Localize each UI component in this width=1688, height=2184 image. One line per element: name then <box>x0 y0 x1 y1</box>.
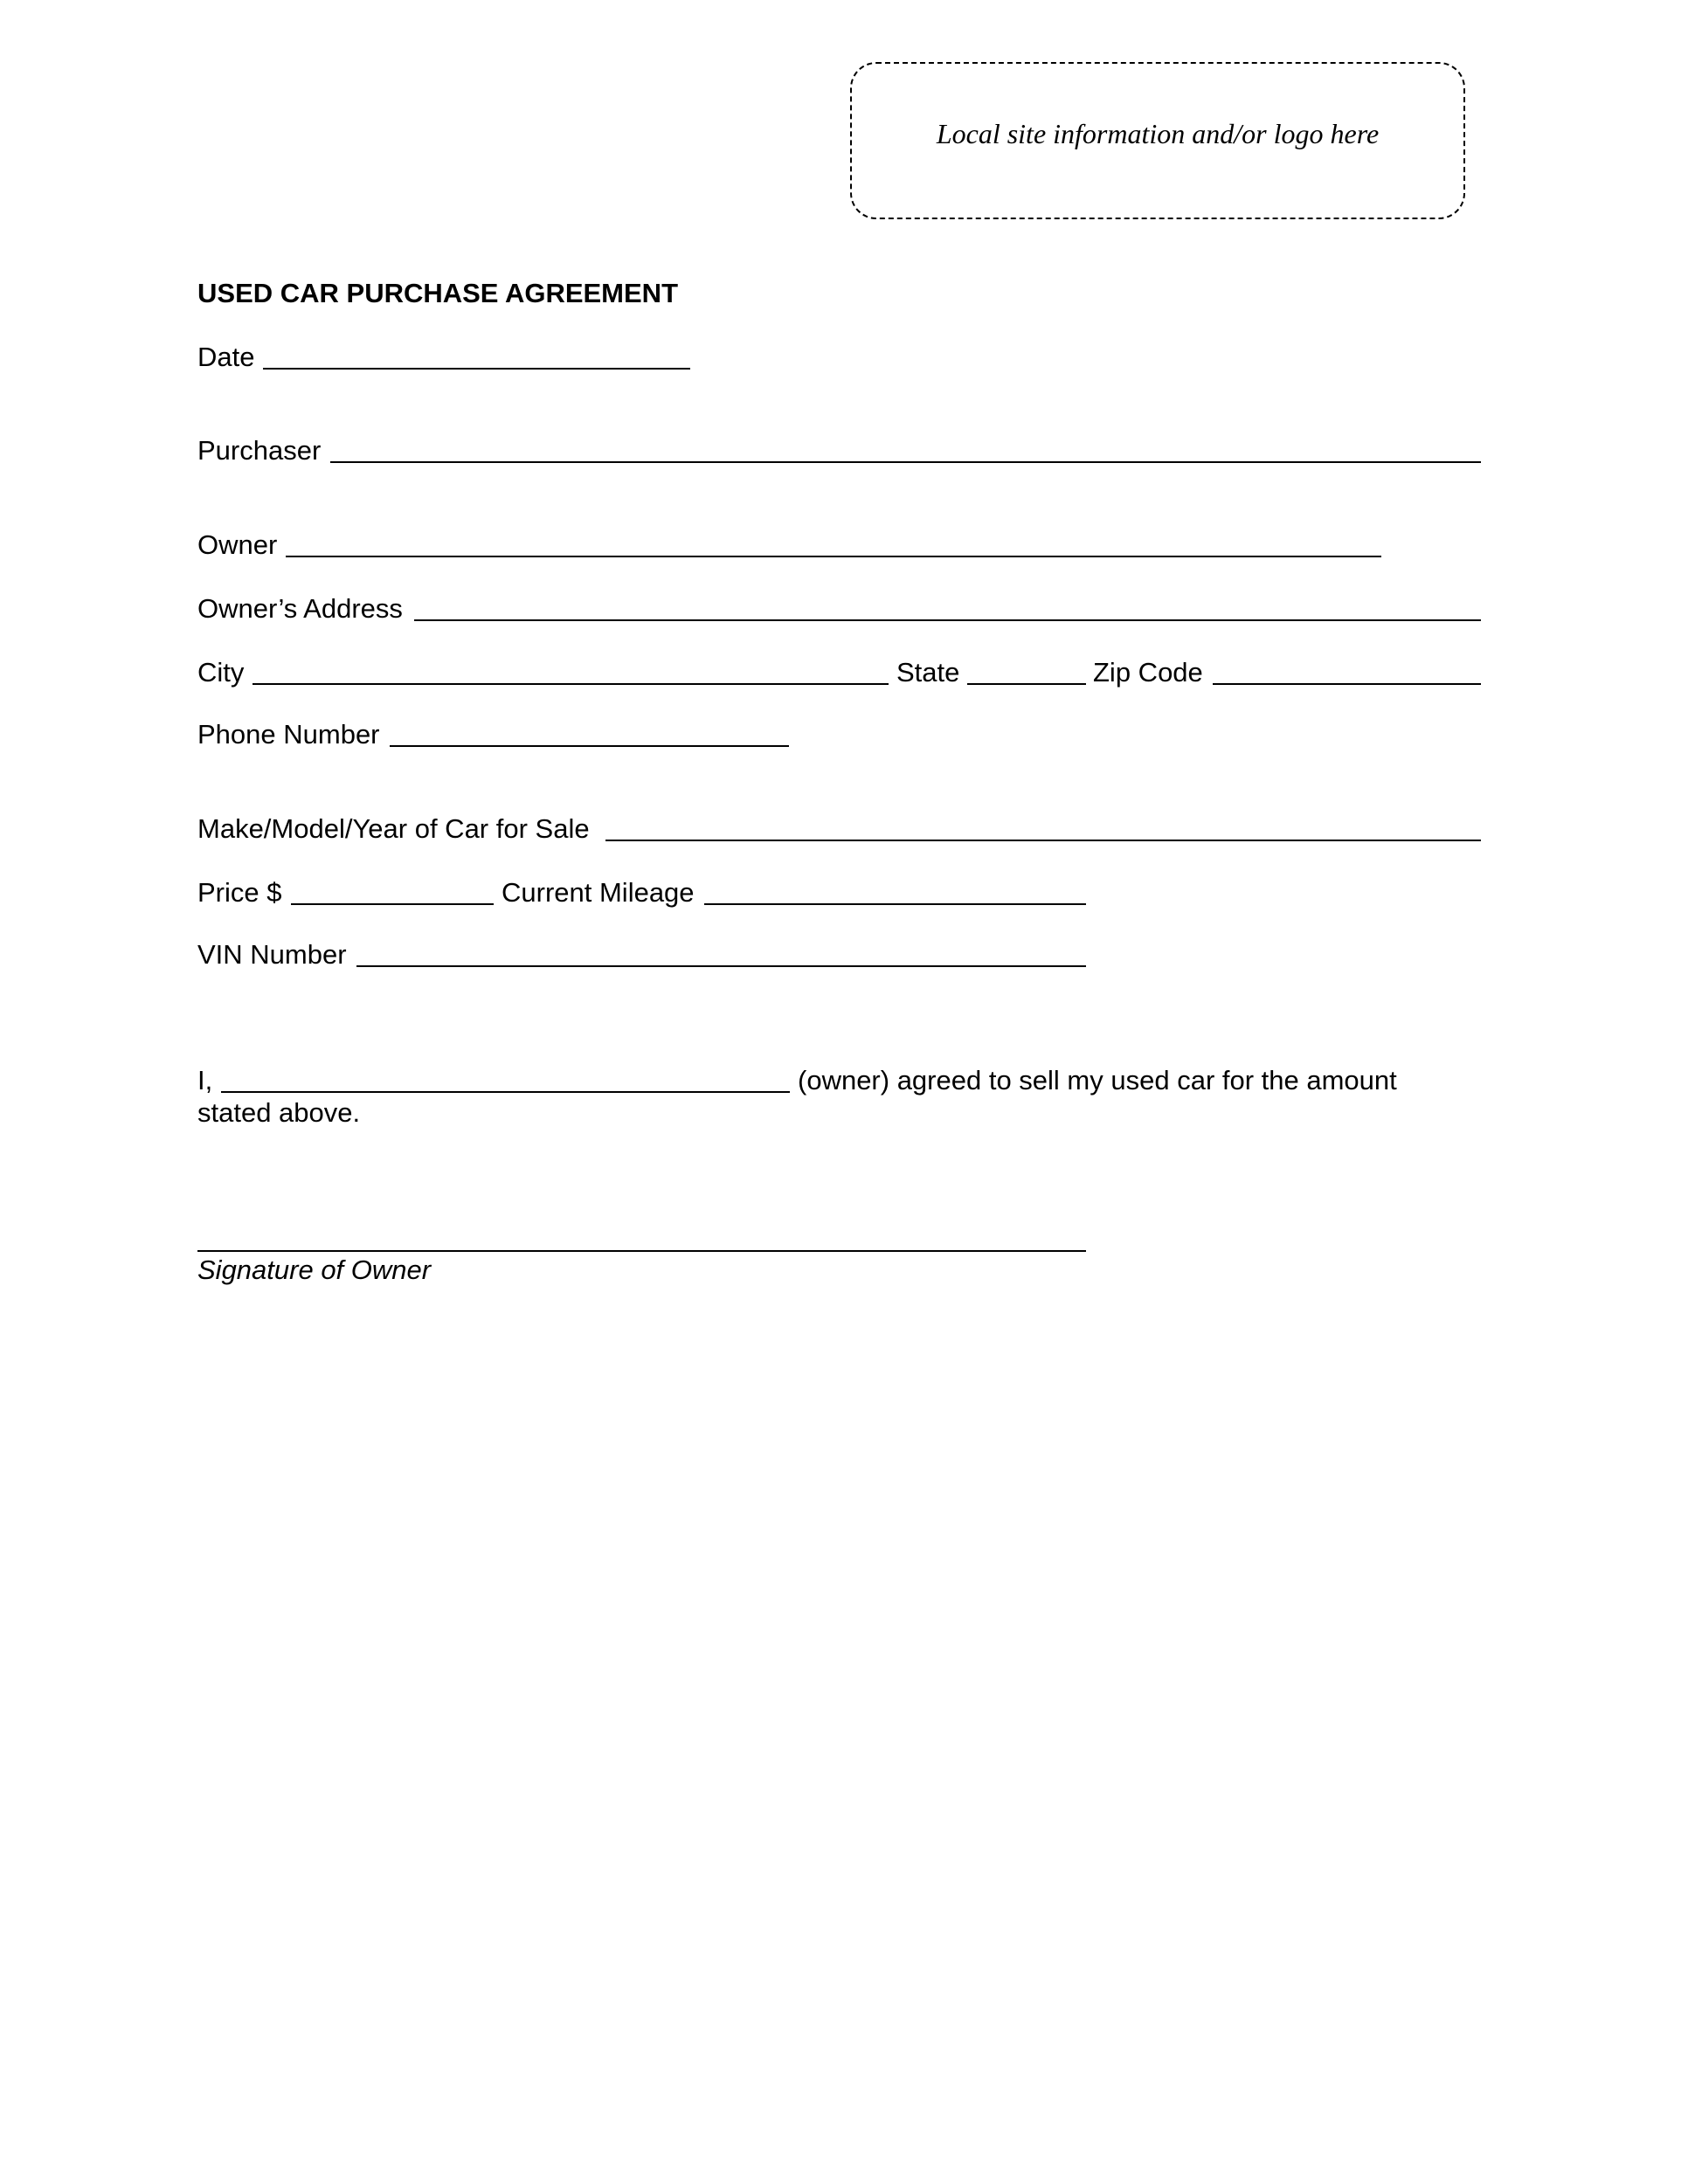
zip-code-field[interactable] <box>1213 683 1481 685</box>
owner-field[interactable] <box>286 556 1381 557</box>
price-field[interactable] <box>291 903 494 905</box>
city-label: City <box>197 657 245 688</box>
price-label: Price $ <box>197 877 282 908</box>
document-title: USED CAR PURCHASE AGREEMENT <box>197 278 679 308</box>
purchaser-field[interactable] <box>330 461 1481 463</box>
statement-text: (owner) agreed to sell my used car for the amount <box>798 1065 1397 1095</box>
state-field[interactable] <box>967 683 1086 685</box>
purchaser-label: Purchaser <box>197 435 322 466</box>
date-field[interactable] <box>263 368 690 370</box>
logo-placeholder-box <box>850 62 1465 219</box>
vin-number-label: VIN Number <box>197 939 347 970</box>
phone-number-field[interactable] <box>390 745 789 747</box>
vin-number-field[interactable] <box>356 965 1086 967</box>
current-mileage-field[interactable] <box>704 903 1086 905</box>
signature-field[interactable] <box>197 1250 1086 1252</box>
owner-name-field[interactable] <box>221 1091 790 1093</box>
state-label: State <box>896 657 960 688</box>
current-mileage-label: Current Mileage <box>502 877 695 908</box>
make-model-year-field[interactable] <box>605 840 1481 841</box>
owners-address-label: Owner’s Address <box>197 593 403 624</box>
statement-prefix: I, <box>197 1065 213 1095</box>
signature-label: Signature of Owner <box>197 1254 432 1285</box>
date-label: Date <box>197 342 255 372</box>
zip-code-label: Zip Code <box>1093 657 1203 688</box>
phone-number-label: Phone Number <box>197 719 380 750</box>
make-model-year-label: Make/Model/Year of Car for Sale <box>197 813 590 844</box>
logo-placeholder-text: Local site information and/or logo here <box>936 118 1380 149</box>
owners-address-field[interactable] <box>414 619 1481 621</box>
city-field[interactable] <box>253 683 889 685</box>
owner-label: Owner <box>197 529 278 560</box>
statement-text-line2: stated above. <box>197 1097 361 1128</box>
